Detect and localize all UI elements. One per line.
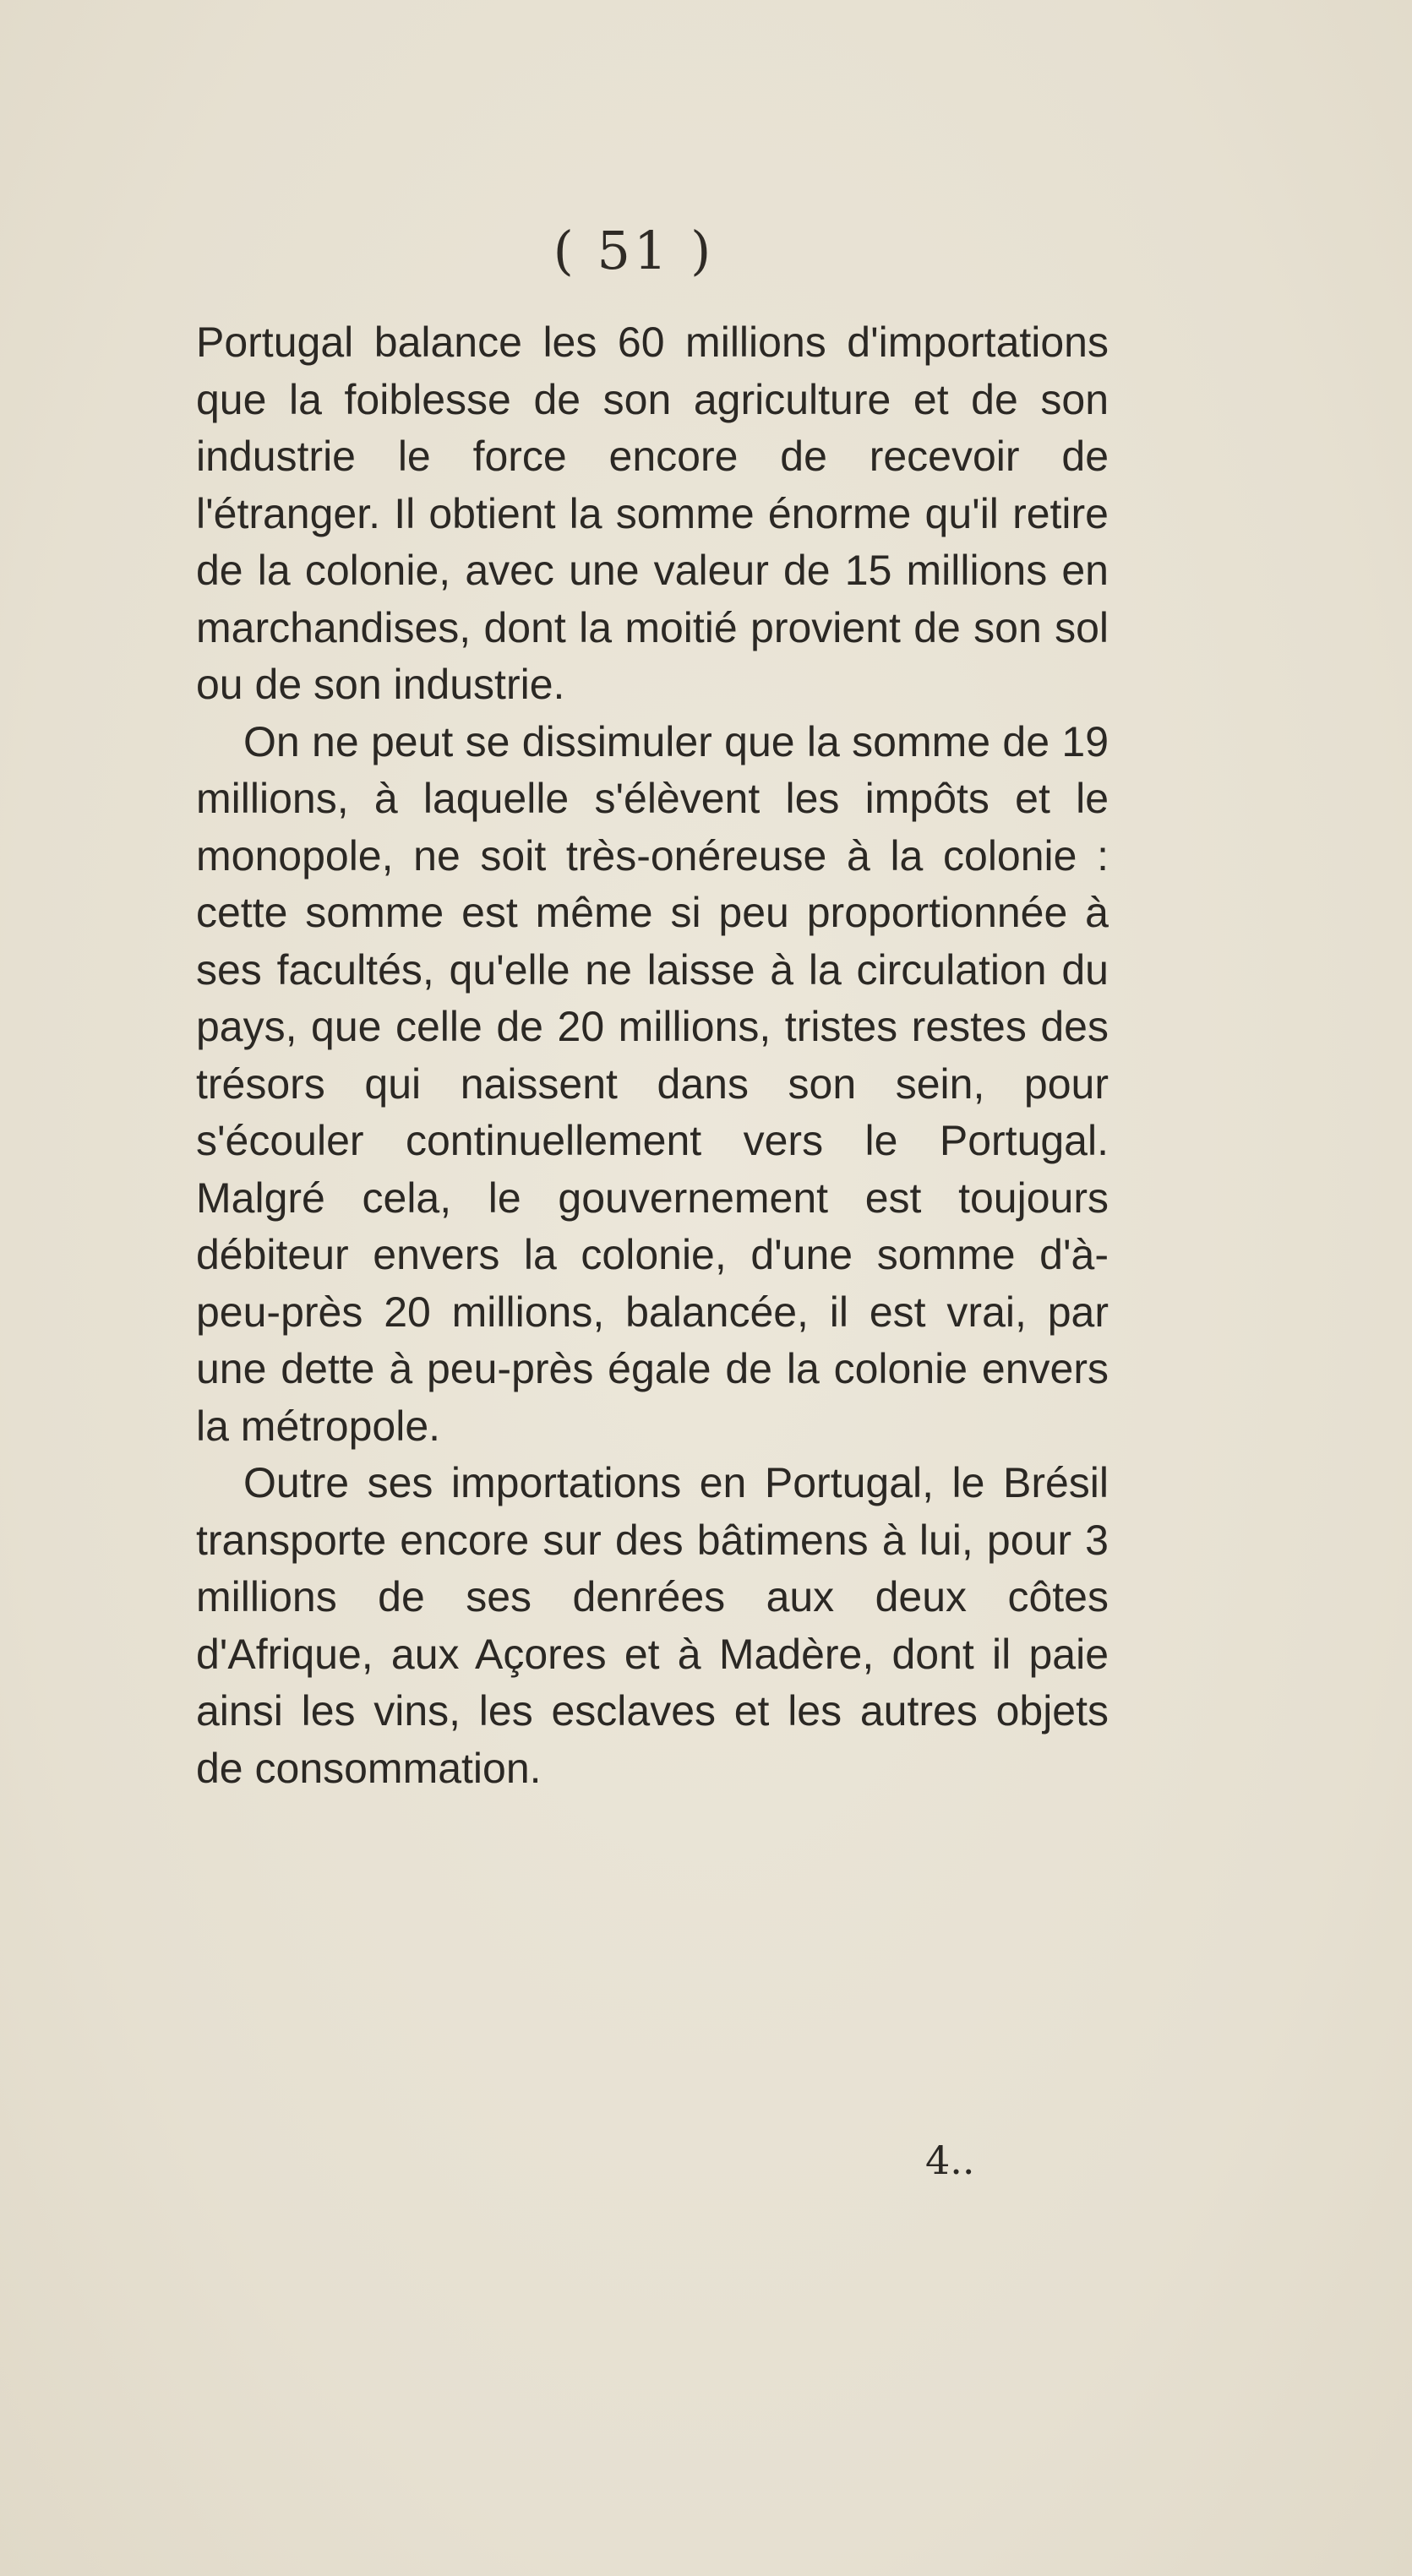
- paragraph-3: Outre ses importations en Portugal, le Brésil transporte encore sur des bâtimens à lui, pour 3 millions de ses denrées aux deux côtes d'Afrique, aux Açores et à Madère, dont il paie ainsi les vins, les esclaves et les autres objets de consommation.: [196, 1459, 1109, 1792]
- page-number: ( 51 ): [553, 220, 715, 281]
- catchword: 4..: [925, 2138, 975, 2183]
- body-text: [196, 314, 1109, 1797]
- paragraph-1: Portugal balance les 60 millions d'importations que la foiblesse de son agriculture et de son industrie le force encore de recevoir de l'étranger. Il obtient la somme énorme qu'il retire de la colonie, avec une valeur de 15 millions en marchandises, dont la moitié provient de son sol ou de son industrie.: [196, 319, 1109, 708]
- paragraph-2: On ne peut se dissimuler que la somme de 19 millions, à laquelle s'élèvent les impôts et le monopole, ne soit très-onéreuse à la colonie : cette somme est même si peu proportionnée à ses facultés, qu'elle ne laisse à la circulation du pays, que celle de 20 millions, tristes restes des trésors qui naissent dans son sein, pour s'écouler continuellement vers le Portugal. Malgré cela, le gouvernement est toujours débiteur envers la colonie, d'une somme d'à-peu-près 20 millions, balancée, il est vrai, par une dette à peu-près égale de la colonie envers la métropole.: [196, 717, 1109, 1450]
